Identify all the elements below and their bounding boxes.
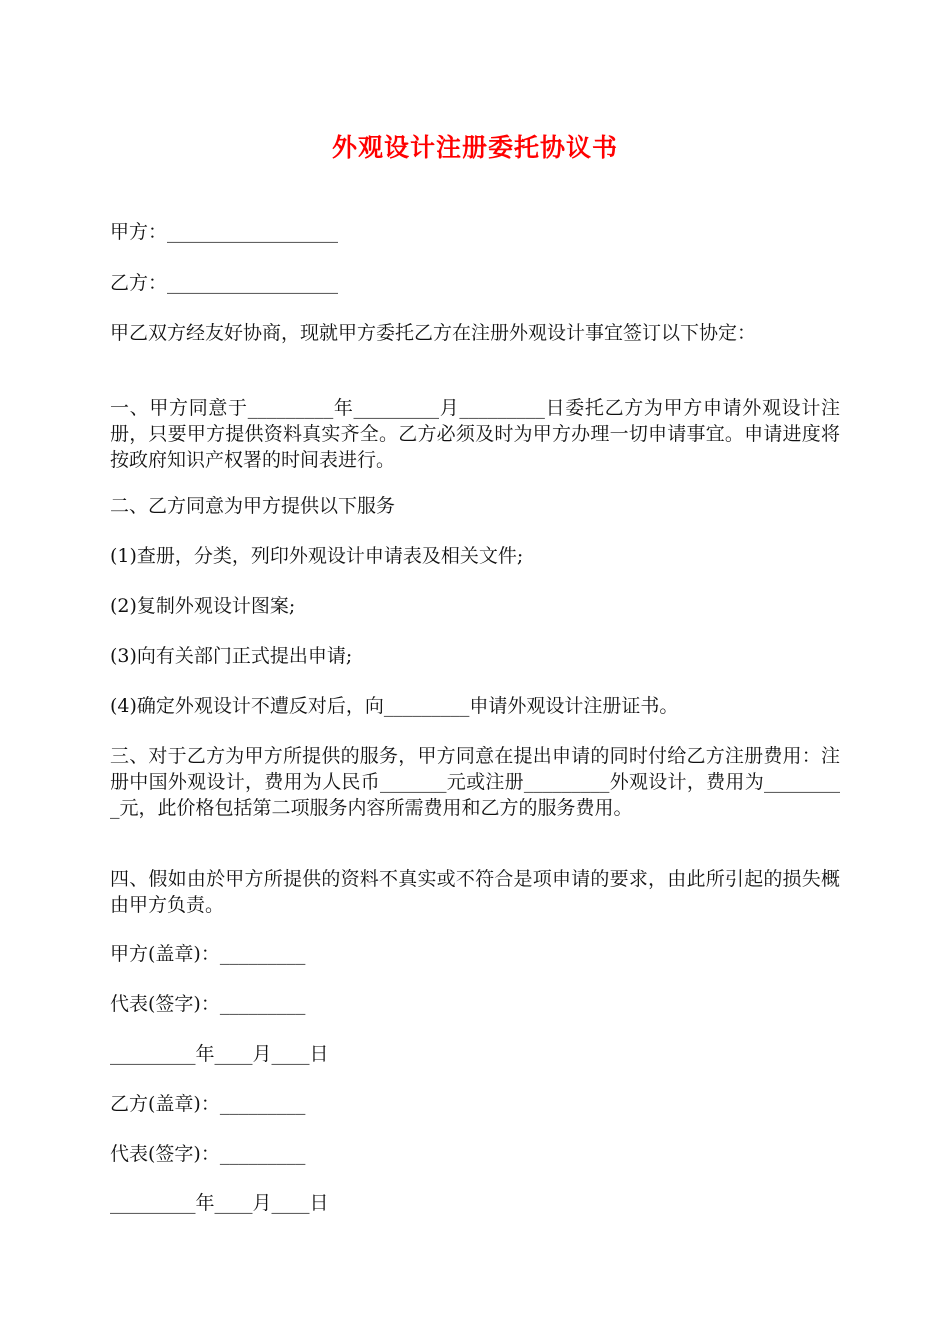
party-b-representative-line: 代表(签字)：_________ [110,1143,306,1165]
service-item-3: (3)向有关部门正式提出申请; [110,645,353,667]
party-a-date-line: _________年____月____日 [110,1043,329,1065]
clause-4: 四、假如由於甲方所提供的资料不真实或不符合是项申请的要求，由此所引起的损失概由甲方负责。 [110,868,840,916]
service-item-2: (2)复制外观设计图案; [110,595,296,617]
service-item-4: (4)确定外观设计不遭反对后，向_________申请外观设计注册证书。 [110,695,679,717]
party-a-seal-line: 甲方(盖章)：_________ [110,943,306,965]
document-title: 外观设计注册委托协议书 [331,133,618,162]
intro-paragraph: 甲乙双方经友好协商，现就甲方委托乙方在注册外观设计事宜签订以下协定： [110,322,757,344]
clause-1: 一、甲方同意于_________年_________月_________日委托乙方为甲方申请外观设计注册，只要甲方提供资料真实齐全。乙方必须及时为甲方办理一切申请事宜。申请进度将按政府知识产权署的时间表进行。 [110,397,840,471]
party-b-date-line: _________年____月____日 [110,1192,329,1214]
party-b-seal-line: 乙方(盖章)：_________ [110,1093,306,1115]
clause-2: 二、乙方同意为甲方提供以下服务 [110,495,396,517]
party-a-representative-line: 代表(签字)：_________ [110,993,306,1015]
party-a-line: 甲方：__________________ [110,221,339,243]
clause-3: 三、对于乙方为甲方所提供的服务，甲方同意在提出申请的同时付给乙方注册费用：注册中国外观设计，费用为人民币_______元或注册_________外观设计，费用为_________元，此价格包括第二项服务内容所需费用和乙方的服务费用。 [110,745,840,819]
party-b-line: 乙方：__________________ [110,272,339,294]
service-item-1: (1)查册，分类，列印外观设计申请表及相关文件; [110,545,524,567]
